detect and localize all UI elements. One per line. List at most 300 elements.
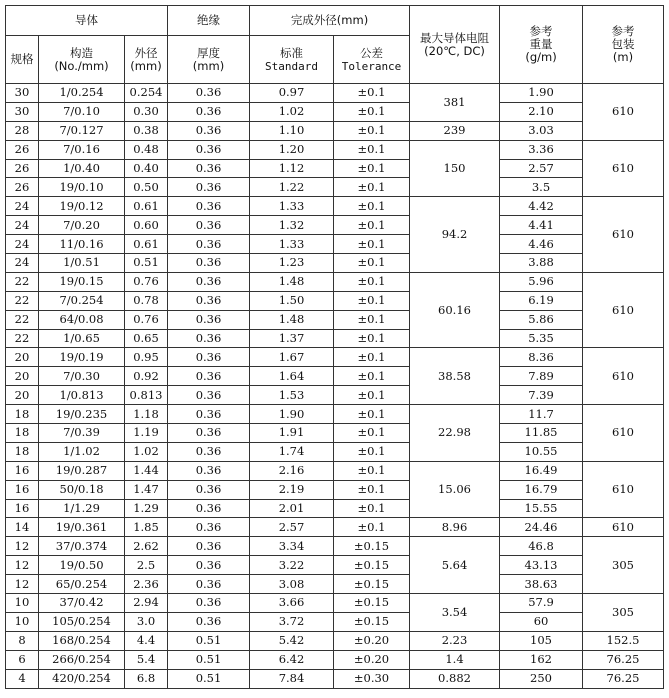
cell-thickness: 0.36: [168, 442, 250, 461]
cell-thickness: 0.36: [168, 329, 250, 348]
cell-gauge: 10: [6, 612, 39, 631]
cell-ref-weight: 10.55: [500, 442, 583, 461]
cell-ref-weight: 1.90: [500, 84, 583, 103]
cell-tolerance: ±0.1: [334, 405, 410, 424]
cell-tolerance: ±0.20: [334, 650, 410, 669]
cell-max-resistance: 150: [410, 140, 500, 197]
cell-outer-diameter: 0.60: [125, 216, 168, 235]
table-row: [6, 575, 664, 594]
cell-tolerance: ±0.1: [334, 424, 410, 443]
cell-standard: 2.19: [250, 480, 334, 499]
cell-ref-weight: 250: [500, 669, 583, 688]
cell-standard: 1.50: [250, 291, 334, 310]
table-row: [6, 612, 664, 631]
table-row: [6, 442, 664, 461]
cell-gauge: 20: [6, 386, 39, 405]
cell-gauge: 24: [6, 197, 39, 216]
cell-standard: 3.72: [250, 612, 334, 631]
header-ref-pack-l1: 参考: [611, 24, 635, 38]
header-outer-dia-l2: (mm): [130, 58, 162, 73]
cell-construction: 7/0.30: [39, 367, 125, 386]
header-ref-weight-l3: (g/m): [525, 50, 557, 64]
cell-standard: 6.42: [250, 650, 334, 669]
cell-ref-weight: 8.36: [500, 348, 583, 367]
cell-outer-diameter: 2.62: [125, 537, 168, 556]
cell-ref-weight: 11.85: [500, 424, 583, 443]
cell-tolerance: ±0.30: [334, 669, 410, 688]
cell-ref-weight: 15.55: [500, 499, 583, 518]
cell-ref-weight: 7.89: [500, 367, 583, 386]
cell-max-resistance: 8.96: [410, 518, 500, 537]
cell-gauge: 12: [6, 537, 39, 556]
cell-tolerance: ±0.1: [334, 291, 410, 310]
cell-outer-diameter: 0.51: [125, 254, 168, 273]
cell-standard: 3.22: [250, 556, 334, 575]
cell-standard: 1.22: [250, 178, 334, 197]
cell-gauge: 26: [6, 159, 39, 178]
cell-ref-weight: 4.46: [500, 235, 583, 254]
cell-thickness: 0.36: [168, 121, 250, 140]
spec-table-body: [6, 84, 664, 689]
cell-outer-diameter: 2.36: [125, 575, 168, 594]
cell-tolerance: ±0.1: [334, 254, 410, 273]
cell-standard: 1.64: [250, 367, 334, 386]
cell-standard: 2.57: [250, 518, 334, 537]
cell-ref-weight: 5.35: [500, 329, 583, 348]
table-row: [6, 367, 664, 386]
cell-max-resistance: 94.2: [410, 197, 500, 273]
table-row: [6, 216, 664, 235]
cell-tolerance: ±0.1: [334, 386, 410, 405]
cell-outer-diameter: 2.94: [125, 594, 168, 613]
cell-ref-pack: 610: [583, 518, 664, 537]
cell-ref-pack: 305: [583, 537, 664, 594]
cell-gauge: 22: [6, 291, 39, 310]
cell-gauge: 20: [6, 367, 39, 386]
cell-ref-pack: 610: [583, 84, 664, 141]
cell-thickness: 0.36: [168, 594, 250, 613]
header-outer-dia: [125, 36, 168, 84]
cell-thickness: 0.36: [168, 102, 250, 121]
cell-outer-diameter: 0.95: [125, 348, 168, 367]
cell-construction: 7/0.39: [39, 424, 125, 443]
cell-outer-diameter: 1.29: [125, 499, 168, 518]
cell-construction: 105/0.254: [39, 612, 125, 631]
cell-tolerance: ±0.1: [334, 461, 410, 480]
cell-construction: 7/0.20: [39, 216, 125, 235]
cell-tolerance: ±0.1: [334, 329, 410, 348]
cell-ref-pack: 76.25: [583, 669, 664, 688]
header-max-resistance-l2: (20℃, DC): [424, 43, 485, 58]
cell-tolerance: ±0.15: [334, 537, 410, 556]
cell-outer-diameter: 0.61: [125, 235, 168, 254]
cell-standard: 7.84: [250, 669, 334, 688]
cell-construction: 19/0.15: [39, 272, 125, 291]
cell-construction: 19/0.235: [39, 405, 125, 424]
header-tolerance: [334, 36, 410, 84]
cell-construction: 65/0.254: [39, 575, 125, 594]
cell-outer-diameter: 3.0: [125, 612, 168, 631]
cell-thickness: 0.36: [168, 461, 250, 480]
cell-ref-weight: 4.41: [500, 216, 583, 235]
header-ref-pack-l2: 包装: [611, 37, 635, 51]
cell-standard: 1.53: [250, 386, 334, 405]
cell-outer-diameter: 0.50: [125, 178, 168, 197]
header-insulation: 绝缘: [168, 6, 250, 36]
cell-thickness: 0.36: [168, 197, 250, 216]
cell-gauge: 22: [6, 329, 39, 348]
table-row: [6, 386, 664, 405]
cell-outer-diameter: 4.4: [125, 631, 168, 650]
cell-tolerance: ±0.20: [334, 631, 410, 650]
cell-outer-diameter: 0.30: [125, 102, 168, 121]
header-construction-l2: (No./mm): [54, 58, 109, 73]
table-row: [6, 669, 664, 688]
table-row: [6, 405, 664, 424]
cell-thickness: 0.51: [168, 631, 250, 650]
table-row: [6, 556, 664, 575]
table-row: [6, 235, 664, 254]
cell-thickness: 0.36: [168, 367, 250, 386]
header-thickness-l2: (mm): [192, 58, 225, 73]
cell-standard: 1.20: [250, 140, 334, 159]
header-standard-l2: Standard: [265, 59, 318, 73]
cell-standard: 1.67: [250, 348, 334, 367]
cell-outer-diameter: 0.48: [125, 140, 168, 159]
table-row: [6, 102, 664, 121]
cell-ref-pack: 610: [583, 405, 664, 462]
cell-construction: 420/0.254: [39, 669, 125, 688]
cell-gauge: 26: [6, 178, 39, 197]
header-ref-weight-l2: 重量: [529, 37, 553, 51]
cell-thickness: 0.51: [168, 650, 250, 669]
cell-standard: 1.02: [250, 102, 334, 121]
cell-ref-weight: 3.5: [500, 178, 583, 197]
cell-tolerance: ±0.1: [334, 216, 410, 235]
cell-tolerance: ±0.1: [334, 178, 410, 197]
cell-tolerance: ±0.15: [334, 556, 410, 575]
header-row-1: [6, 6, 664, 36]
cell-construction: 7/0.127: [39, 121, 125, 140]
cell-outer-diameter: 1.47: [125, 480, 168, 499]
table-row: [6, 461, 664, 480]
cell-thickness: 0.36: [168, 235, 250, 254]
cell-thickness: 0.36: [168, 272, 250, 291]
cell-max-resistance: 1.4: [410, 650, 500, 669]
cell-thickness: 0.36: [168, 424, 250, 443]
cell-tolerance: ±0.15: [334, 575, 410, 594]
cell-outer-diameter: 0.813: [125, 386, 168, 405]
table-row: [6, 650, 664, 669]
cell-outer-diameter: 1.85: [125, 518, 168, 537]
cell-thickness: 0.36: [168, 518, 250, 537]
cell-outer-diameter: 0.78: [125, 291, 168, 310]
cell-construction: 1/0.40: [39, 159, 125, 178]
cell-tolerance: ±0.1: [334, 197, 410, 216]
cell-tolerance: ±0.1: [334, 140, 410, 159]
cell-tolerance: ±0.1: [334, 121, 410, 140]
header-ref-weight-l1: 参考: [529, 24, 553, 38]
cell-ref-pack: 76.25: [583, 650, 664, 669]
cell-thickness: 0.36: [168, 612, 250, 631]
cell-gauge: 22: [6, 310, 39, 329]
cell-standard: 1.33: [250, 235, 334, 254]
cell-standard: 1.91: [250, 424, 334, 443]
cell-tolerance: ±0.1: [334, 442, 410, 461]
cell-standard: 5.42: [250, 631, 334, 650]
cell-ref-weight: 3.88: [500, 254, 583, 273]
table-row: [6, 631, 664, 650]
cell-tolerance: ±0.1: [334, 102, 410, 121]
table-row: [6, 140, 664, 159]
cell-ref-weight: 46.8: [500, 537, 583, 556]
cell-ref-weight: 5.86: [500, 310, 583, 329]
cell-gauge: 24: [6, 235, 39, 254]
cell-standard: 1.12: [250, 159, 334, 178]
cell-standard: 1.23: [250, 254, 334, 273]
cell-thickness: 0.36: [168, 159, 250, 178]
cell-ref-weight: 5.96: [500, 272, 583, 291]
cell-tolerance: ±0.1: [334, 518, 410, 537]
cell-max-resistance: 2.23: [410, 631, 500, 650]
table-row: [6, 254, 664, 273]
cell-gauge: 30: [6, 102, 39, 121]
cell-gauge: 14: [6, 518, 39, 537]
cell-ref-weight: 57.9: [500, 594, 583, 613]
cell-thickness: 0.36: [168, 386, 250, 405]
cell-ref-weight: 16.79: [500, 480, 583, 499]
cell-construction: 1/0.65: [39, 329, 125, 348]
header-tolerance-l1: 公差: [360, 45, 383, 60]
cell-ref-weight: 24.46: [500, 518, 583, 537]
cell-gauge: 22: [6, 272, 39, 291]
cell-thickness: 0.36: [168, 291, 250, 310]
cell-standard: 1.74: [250, 442, 334, 461]
cell-construction: 19/0.10: [39, 178, 125, 197]
cell-gauge: 16: [6, 499, 39, 518]
cell-ref-pack: 610: [583, 197, 664, 273]
cell-max-resistance: 5.64: [410, 537, 500, 594]
cell-ref-weight: 38.63: [500, 575, 583, 594]
cell-outer-diameter: 0.65: [125, 329, 168, 348]
cell-construction: 1/0.254: [39, 84, 125, 103]
cell-gauge: 30: [6, 84, 39, 103]
cell-gauge: 12: [6, 575, 39, 594]
table-row: [6, 197, 664, 216]
cell-ref-weight: 4.42: [500, 197, 583, 216]
cell-tolerance: ±0.15: [334, 612, 410, 631]
table-row: [6, 537, 664, 556]
cell-tolerance: ±0.1: [334, 367, 410, 386]
table-row: [6, 424, 664, 443]
cell-standard: 0.97: [250, 84, 334, 103]
cell-ref-weight: 2.10: [500, 102, 583, 121]
header-tolerance-l2: Tolerance: [341, 59, 402, 73]
cell-ref-pack: 610: [583, 272, 664, 348]
cell-construction: 1/0.51: [39, 254, 125, 273]
cell-gauge: 8: [6, 631, 39, 650]
cell-thickness: 0.36: [168, 310, 250, 329]
cell-tolerance: ±0.15: [334, 594, 410, 613]
cell-gauge: 10: [6, 594, 39, 613]
cell-gauge: 18: [6, 424, 39, 443]
cell-standard: 3.08: [250, 575, 334, 594]
cell-ref-weight: 43.13: [500, 556, 583, 575]
cable-spec-table: [5, 5, 664, 689]
header-thickness-l1: 厚度: [197, 45, 220, 60]
table-row: [6, 291, 664, 310]
cell-construction: 168/0.254: [39, 631, 125, 650]
cell-thickness: 0.36: [168, 216, 250, 235]
cell-standard: 1.90: [250, 405, 334, 424]
cell-max-resistance: 3.54: [410, 594, 500, 632]
cell-construction: 37/0.374: [39, 537, 125, 556]
cell-tolerance: ±0.1: [334, 272, 410, 291]
cell-construction: 50/0.18: [39, 480, 125, 499]
cell-thickness: 0.36: [168, 575, 250, 594]
header-gauge: 规格: [6, 36, 39, 84]
header-ref-pack: [583, 6, 664, 84]
cell-ref-pack: 152.5: [583, 631, 664, 650]
cell-tolerance: ±0.1: [334, 499, 410, 518]
table-row: [6, 480, 664, 499]
cell-construction: 19/0.12: [39, 197, 125, 216]
cell-gauge: 16: [6, 480, 39, 499]
header-ref-weight: [500, 6, 583, 84]
header-thickness: [168, 36, 250, 84]
cell-thickness: 0.36: [168, 405, 250, 424]
header-standard-l1: 标准: [280, 45, 303, 60]
cell-max-resistance: 239: [410, 121, 500, 140]
cell-ref-weight: 60: [500, 612, 583, 631]
cell-gauge: 28: [6, 121, 39, 140]
cell-outer-diameter: 5.4: [125, 650, 168, 669]
cell-gauge: 4: [6, 669, 39, 688]
header-construction: [39, 36, 125, 84]
table-row: [6, 121, 664, 140]
table-row: [6, 159, 664, 178]
cell-tolerance: ±0.1: [334, 348, 410, 367]
table-row: [6, 329, 664, 348]
header-max-resistance-l1: 最大导体电阻: [420, 30, 490, 45]
cell-thickness: 0.36: [168, 499, 250, 518]
cell-thickness: 0.36: [168, 537, 250, 556]
cell-standard: 1.10: [250, 121, 334, 140]
cell-standard: 3.34: [250, 537, 334, 556]
cell-standard: 2.01: [250, 499, 334, 518]
cell-construction: 1/1.29: [39, 499, 125, 518]
cell-outer-diameter: 1.18: [125, 405, 168, 424]
table-row: [6, 348, 664, 367]
cell-outer-diameter: 1.02: [125, 442, 168, 461]
cell-outer-diameter: 2.5: [125, 556, 168, 575]
cell-gauge: 20: [6, 348, 39, 367]
cell-thickness: 0.36: [168, 178, 250, 197]
cell-outer-diameter: 0.254: [125, 84, 168, 103]
cell-max-resistance: 38.58: [410, 348, 500, 405]
cell-standard: 3.66: [250, 594, 334, 613]
cell-max-resistance: 22.98: [410, 405, 500, 462]
cell-ref-pack: 610: [583, 348, 664, 405]
cell-standard: 1.48: [250, 272, 334, 291]
cell-ref-weight: 3.03: [500, 121, 583, 140]
table-row: [6, 518, 664, 537]
cell-ref-weight: 11.7: [500, 405, 583, 424]
cell-construction: 7/0.16: [39, 140, 125, 159]
cell-outer-diameter: 0.92: [125, 367, 168, 386]
table-row: [6, 84, 664, 103]
cell-outer-diameter: 0.38: [125, 121, 168, 140]
cell-thickness: 0.36: [168, 84, 250, 103]
cell-gauge: 6: [6, 650, 39, 669]
cell-ref-weight: 6.19: [500, 291, 583, 310]
cell-tolerance: ±0.1: [334, 84, 410, 103]
cell-outer-diameter: 0.61: [125, 197, 168, 216]
cell-thickness: 0.36: [168, 480, 250, 499]
cell-construction: 266/0.254: [39, 650, 125, 669]
cell-gauge: 24: [6, 254, 39, 273]
cell-outer-diameter: 0.76: [125, 272, 168, 291]
cell-ref-pack: 610: [583, 140, 664, 197]
cell-max-resistance: 0.882: [410, 669, 500, 688]
header-finished-od: 完成外径(mm): [250, 6, 410, 36]
cell-outer-diameter: 0.40: [125, 159, 168, 178]
cell-ref-weight: 162: [500, 650, 583, 669]
cell-ref-pack: 610: [583, 461, 664, 518]
cell-construction: 7/0.254: [39, 291, 125, 310]
cell-construction: 19/0.361: [39, 518, 125, 537]
cell-construction: 19/0.19: [39, 348, 125, 367]
table-row: [6, 499, 664, 518]
cell-gauge: 12: [6, 556, 39, 575]
table-row: [6, 310, 664, 329]
cell-ref-weight: 105: [500, 631, 583, 650]
cell-ref-weight: 16.49: [500, 461, 583, 480]
cell-gauge: 18: [6, 405, 39, 424]
header-conductor: 导体: [6, 6, 168, 36]
cell-standard: 1.37: [250, 329, 334, 348]
cell-standard: 1.33: [250, 197, 334, 216]
cell-thickness: 0.51: [168, 669, 250, 688]
header-max-resistance: [410, 6, 500, 84]
cell-construction: 19/0.287: [39, 461, 125, 480]
cell-ref-weight: 2.57: [500, 159, 583, 178]
cell-thickness: 0.36: [168, 348, 250, 367]
cell-tolerance: ±0.1: [334, 159, 410, 178]
cell-ref-weight: 3.36: [500, 140, 583, 159]
cell-max-resistance: 15.06: [410, 461, 500, 518]
table-row: [6, 178, 664, 197]
cell-construction: 1/1.02: [39, 442, 125, 461]
header-ref-pack-l3: (m): [612, 50, 634, 64]
cell-construction: 64/0.08: [39, 310, 125, 329]
cell-tolerance: ±0.1: [334, 310, 410, 329]
cell-max-resistance: 60.16: [410, 272, 500, 348]
table-row: [6, 594, 664, 613]
cell-thickness: 0.36: [168, 556, 250, 575]
cell-max-resistance: 381: [410, 84, 500, 122]
header-construction-l1: 构造: [70, 45, 93, 60]
cell-ref-pack: 305: [583, 594, 664, 632]
cell-outer-diameter: 1.19: [125, 424, 168, 443]
cell-tolerance: ±0.1: [334, 235, 410, 254]
cell-tolerance: ±0.1: [334, 480, 410, 499]
cell-outer-diameter: 0.76: [125, 310, 168, 329]
cell-thickness: 0.36: [168, 254, 250, 273]
cell-construction: 19/0.50: [39, 556, 125, 575]
cell-outer-diameter: 1.44: [125, 461, 168, 480]
cell-thickness: 0.36: [168, 140, 250, 159]
